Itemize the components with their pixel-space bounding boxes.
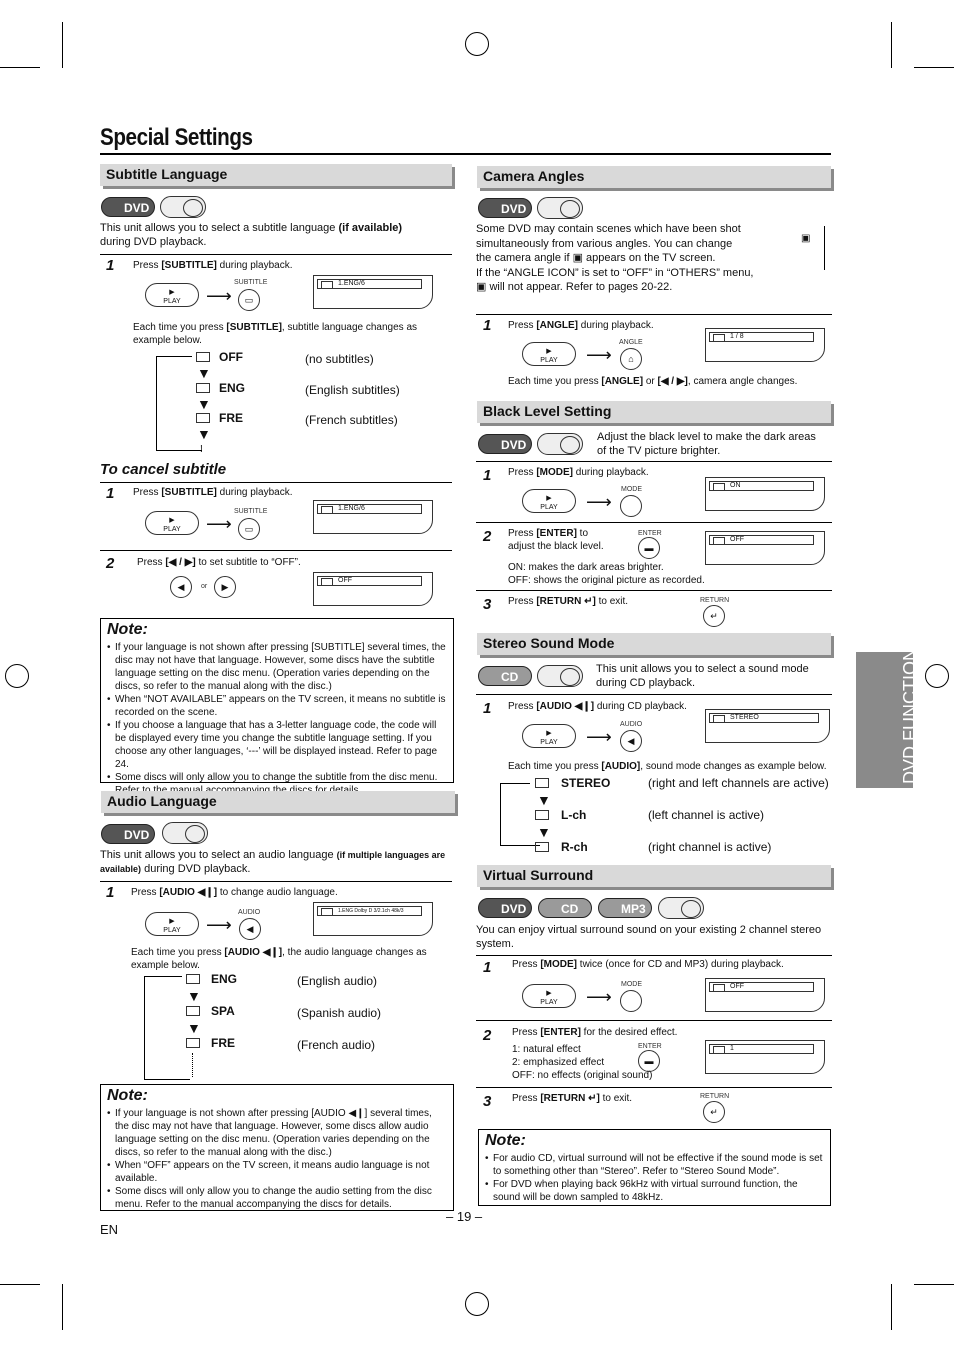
dvd-disc-icon bbox=[658, 897, 704, 919]
audio-icon bbox=[186, 974, 200, 984]
mode-button-label: MODE bbox=[621, 486, 642, 493]
arrow-right-icon: ⟶ bbox=[206, 514, 232, 534]
title-rule bbox=[100, 153, 831, 155]
enter-button-label: ENTER bbox=[638, 530, 662, 537]
audio-button-label: AUDIO bbox=[620, 721, 643, 728]
screen-bar: 1 bbox=[709, 1044, 814, 1054]
option-name: L-ch bbox=[561, 808, 587, 822]
crop-mark bbox=[891, 1284, 892, 1330]
tv-screen bbox=[313, 500, 433, 534]
screen-bar: 1.ENG Dolby D 3/2.1ch 48k/3 bbox=[317, 906, 422, 916]
divider bbox=[476, 590, 832, 591]
cd-badge: CD bbox=[538, 898, 592, 918]
crop-mark bbox=[62, 1284, 63, 1330]
note-item: • If you choose a language that has a 3-letter language code, the code will be displayed every time you change the subtitle language setting. If you choose any other languages, ‘---’ will be displayed instead. Refer to page 24. bbox=[107, 719, 447, 771]
camera-intro-line: simultaneously from various angles. You can change bbox=[476, 238, 733, 250]
option-desc: (right and left channels are active) bbox=[648, 776, 829, 790]
left-button[interactable]: ◀ bbox=[170, 576, 192, 598]
option-desc: (English subtitles) bbox=[305, 383, 400, 397]
dvd-disc-icon bbox=[537, 665, 583, 687]
cycle-line bbox=[500, 783, 530, 784]
divider bbox=[476, 461, 832, 462]
cancel-step2: Press [◀ / ▶] to set subtitle to “OFF”. bbox=[137, 557, 301, 568]
divider bbox=[476, 314, 832, 315]
side-tab-label: DVD FUNCTIONS bbox=[900, 636, 920, 784]
registration-mark bbox=[465, 1292, 489, 1316]
enter-button-label: ENTER bbox=[638, 1043, 662, 1050]
virtual-note bbox=[478, 1129, 831, 1206]
screen-bar: 1.ENG/6 bbox=[317, 504, 422, 514]
return-button-label: RETURN bbox=[700, 597, 730, 604]
arrow-right-icon: ⟶ bbox=[586, 987, 612, 1007]
cycle-line bbox=[144, 976, 182, 977]
cycle-line bbox=[144, 1079, 190, 1080]
screen-bar: OFF bbox=[709, 535, 814, 545]
mode-button-label: MODE bbox=[621, 981, 642, 988]
dvd-disc-icon bbox=[162, 822, 208, 844]
audio-icon bbox=[535, 778, 549, 788]
virtual-effect: 1: natural effect bbox=[512, 1044, 581, 1055]
angle-button-label: ANGLE bbox=[619, 339, 643, 346]
audio-note bbox=[100, 1084, 454, 1211]
camera-intro-line: Some DVD may contain scenes which have been shot bbox=[476, 223, 741, 235]
crop-mark bbox=[0, 67, 40, 68]
subtitle-button-label: SUBTITLE bbox=[234, 508, 268, 515]
dvd-badge: DVD bbox=[101, 197, 155, 217]
black-step2: Press [ENTER] to adjust the black level. bbox=[508, 528, 604, 552]
right-button[interactable]: ▶ bbox=[214, 576, 236, 598]
screen-bar: STEREO bbox=[709, 713, 819, 723]
step-number: 2 bbox=[106, 555, 115, 572]
audio-icon bbox=[535, 810, 549, 820]
virtual-step1: Press [MODE] twice (once for CD and MP3) during playback. bbox=[512, 959, 784, 970]
divider bbox=[100, 254, 452, 255]
stereo-heading: Stereo Sound Mode bbox=[477, 633, 831, 655]
option-desc: (English audio) bbox=[297, 974, 378, 988]
play-button[interactable]: ▶ PLAY bbox=[145, 283, 199, 307]
language-code: EN bbox=[100, 1222, 119, 1237]
step-number: 2 bbox=[483, 1027, 492, 1044]
screen-bar: ON bbox=[709, 481, 814, 491]
audio-step1: Press [AUDIO ◀❙] to change audio language. bbox=[131, 887, 338, 898]
arrow-right-icon: ⟶ bbox=[586, 345, 612, 365]
audio-icon bbox=[535, 842, 549, 852]
screen-bar: OFF bbox=[317, 576, 422, 586]
divider bbox=[476, 694, 832, 695]
cancel-subtitle-title: To cancel subtitle bbox=[100, 461, 227, 478]
angle-button[interactable]: ⌂ bbox=[620, 348, 642, 370]
audio-button[interactable]: ◀ bbox=[239, 918, 261, 940]
stereo-step1: Press [AUDIO ◀❙] during CD playback. bbox=[508, 701, 687, 712]
cycle-line bbox=[156, 356, 157, 450]
option-name: FRE bbox=[211, 1036, 235, 1050]
subtitle-intro: This unit allows you to select a subtitle language (if available) during DVD playback. bbox=[100, 222, 403, 248]
virtual-heading: Virtual Surround bbox=[477, 865, 831, 887]
screen-bar: 1.ENG/6 bbox=[317, 279, 422, 289]
camera-icon: ▣ bbox=[801, 233, 811, 244]
step-number: 1 bbox=[106, 884, 115, 901]
continue-mark: ! bbox=[200, 444, 203, 455]
virtual-effect: 2: emphasized effect bbox=[512, 1057, 605, 1068]
subtitle-button[interactable]: ▭ bbox=[238, 518, 260, 540]
audio-intro: This unit allows you to select an audio language (if multiple languages are available) during DVD playback. bbox=[100, 849, 446, 875]
step-number: 2 bbox=[483, 528, 492, 545]
play-button[interactable]: ▶ PLAY bbox=[522, 342, 576, 366]
dvd-disc-icon bbox=[160, 196, 206, 218]
note-title: Note: bbox=[107, 621, 148, 638]
play-button[interactable]: ▶ PLAY bbox=[522, 724, 576, 748]
tv-screen bbox=[705, 328, 825, 362]
option-name: FRE bbox=[219, 411, 243, 425]
option-desc: (French audio) bbox=[297, 1038, 376, 1052]
black-step3: Press [RETURN ↵] to exit. bbox=[508, 596, 629, 607]
note-item: • For audio CD, virtual surround will not be effective if the sound mode is set to something other than “Stereo”. Refer to “Stereo Sound Mode”. bbox=[485, 1152, 824, 1178]
audio-button-label: AUDIO bbox=[238, 909, 261, 916]
cycle-line bbox=[500, 783, 501, 845]
subtitle-button-label: SUBTITLE bbox=[234, 279, 268, 286]
note-item: • For DVD when playing back 96kHz with virtual surround function, the sound will be down sampled to 48kHz. bbox=[485, 1178, 824, 1204]
tv-screen bbox=[705, 978, 825, 1012]
camera-heading: Camera Angles bbox=[477, 166, 831, 188]
registration-mark bbox=[925, 664, 949, 688]
page-title: Special Settings bbox=[100, 124, 253, 151]
arrow-down-icon: ▼ bbox=[197, 426, 211, 442]
divider bbox=[100, 482, 452, 483]
mp3-badge: MP3 bbox=[598, 898, 652, 918]
tv-screen bbox=[313, 902, 433, 936]
divider bbox=[100, 881, 452, 882]
note-title: Note: bbox=[107, 1087, 148, 1104]
stereo-intro: This unit allows you to select a sound mode during CD playback. bbox=[596, 663, 809, 689]
subtitle-note bbox=[100, 618, 454, 783]
cycle-line bbox=[144, 976, 145, 1079]
option-name: ENG bbox=[211, 972, 238, 986]
audio-icon bbox=[186, 1038, 200, 1048]
tv-screen bbox=[705, 1040, 825, 1074]
arrow-right-icon: ⟶ bbox=[586, 492, 612, 512]
divider bbox=[476, 955, 832, 956]
dvd-disc-icon bbox=[537, 197, 583, 219]
divider bbox=[100, 550, 452, 551]
return-button-label: RETURN bbox=[700, 1093, 730, 1100]
subtitle-each: Each time you press [SUBTITLE], subtitle language changes as example below. bbox=[133, 322, 418, 346]
play-icon: ▶ bbox=[169, 918, 175, 925]
note-item: • When “NOT AVAILABLE” appears on the TV screen, it means no subtitle is recorded on the scene. bbox=[107, 693, 447, 719]
option-name: R-ch bbox=[561, 840, 588, 854]
subtitle-button[interactable]: ▭ bbox=[238, 289, 260, 311]
play-icon: ▶ bbox=[546, 495, 552, 502]
black-off-desc: OFF: shows the original picture as recorded. bbox=[508, 575, 705, 586]
arrow-down-icon: ▼ bbox=[187, 1020, 201, 1036]
black-step1: Press [MODE] during playback. bbox=[508, 467, 649, 478]
registration-mark bbox=[465, 32, 489, 56]
note-title: Note: bbox=[485, 1132, 526, 1149]
or-label: or bbox=[201, 583, 208, 590]
play-icon: ▶ bbox=[546, 348, 552, 355]
option-name: ENG bbox=[219, 381, 246, 395]
crop-mark bbox=[891, 22, 892, 68]
tv-screen bbox=[313, 275, 433, 309]
step-number: 1 bbox=[106, 485, 115, 502]
registration-mark bbox=[5, 664, 29, 688]
option-name: SPA bbox=[211, 1004, 235, 1018]
play-icon: ▶ bbox=[169, 289, 175, 296]
step-number: 3 bbox=[483, 1093, 492, 1110]
crop-mark bbox=[914, 67, 954, 68]
option-desc: (left channel is active) bbox=[648, 808, 765, 822]
crop-mark bbox=[0, 1284, 40, 1285]
tv-screen bbox=[313, 572, 433, 606]
continue-dots bbox=[192, 1053, 193, 1077]
return-button[interactable]: ↵ bbox=[703, 1101, 725, 1123]
play-button[interactable]: ▶ PLAY bbox=[522, 489, 576, 513]
screen-bar: 1 / 8 bbox=[709, 332, 814, 342]
subtitle-icon bbox=[196, 413, 210, 423]
audio-icon bbox=[186, 1006, 200, 1016]
divider bbox=[476, 522, 832, 523]
tv-screen bbox=[705, 709, 830, 743]
subtitle-heading: Subtitle Language bbox=[100, 164, 452, 186]
option-desc: (right channel is active) bbox=[648, 840, 772, 854]
arrow-down-icon: ▼ bbox=[537, 824, 551, 840]
arrow-down-icon: ▼ bbox=[197, 365, 211, 381]
play-button[interactable]: ▶ PLAY bbox=[522, 984, 576, 1008]
subtitle-icon bbox=[196, 352, 210, 362]
cd-badge: CD bbox=[478, 666, 532, 686]
option-name: OFF bbox=[219, 350, 243, 364]
stereo-each: Each time you press [AUDIO], sound mode changes as example below. bbox=[508, 761, 827, 772]
camera-step1: Press [ANGLE] during playback. bbox=[508, 320, 654, 331]
subtitle-icon bbox=[196, 383, 210, 393]
enter-button[interactable]: ▬ bbox=[638, 537, 660, 559]
cycle-line bbox=[156, 356, 192, 357]
virtual-step3: Press [RETURN ↵] to exit. bbox=[512, 1093, 633, 1104]
tv-corner-line bbox=[824, 226, 825, 270]
step-number: 3 bbox=[483, 596, 492, 613]
dvd-badge: DVD bbox=[478, 898, 532, 918]
note-item: • When “OFF” appears on the TV screen, it means audio language is not available. bbox=[107, 1159, 447, 1185]
note-item: • Some discs will only allow you to change the subtitle from the disc menu. bbox=[107, 771, 447, 797]
divider bbox=[476, 1020, 832, 1021]
option-desc: (Spanish audio) bbox=[297, 1006, 382, 1020]
screen-bar: OFF bbox=[709, 982, 814, 992]
enter-button[interactable]: ▬ bbox=[638, 1050, 660, 1072]
play-button[interactable]: ▶ PLAY bbox=[145, 912, 199, 936]
cycle-line bbox=[500, 845, 540, 846]
step-number: 1 bbox=[483, 467, 492, 484]
dvd-badge: DVD bbox=[478, 434, 532, 454]
arrow-down-icon: ▼ bbox=[537, 792, 551, 808]
option-name: STEREO bbox=[561, 776, 611, 790]
step-number: 1 bbox=[106, 257, 115, 274]
camera-intro-line: ▣ will not appear. Refer to pages 20-22. bbox=[476, 281, 673, 293]
note-item: • Some discs will only allow you to change the audio setting from the disc menu. Refer to the manual accompanying the discs for details. bbox=[107, 1185, 447, 1211]
black-on-desc: ON: makes the dark areas brighter. bbox=[508, 562, 664, 573]
audio-heading: Audio Language bbox=[101, 791, 455, 813]
audio-button[interactable]: ◀ bbox=[620, 730, 642, 752]
mode-button[interactable] bbox=[620, 990, 642, 1012]
arrow-right-icon: ⟶ bbox=[206, 286, 232, 306]
dvd-badge: DVD bbox=[478, 198, 532, 218]
camera-intro-line: the camera angle if ▣ appears on the TV screen. bbox=[476, 252, 716, 264]
audio-each: Each time you press [AUDIO ◀❙], the audio language changes as example below. bbox=[131, 947, 427, 971]
cycle-line bbox=[156, 450, 202, 451]
crop-mark bbox=[62, 22, 63, 68]
camera-each: Each time you press [ANGLE] or [◀ / ▶], camera angle changes. bbox=[508, 376, 798, 387]
dvd-badge: DVD bbox=[101, 824, 155, 844]
note-item: • If your language is not shown after pressing [SUBTITLE] several times, the disc may not have that language. However, some discs have the subtitle language setting on the disc menu. (Operation varies depending on the discs, so refer to the manual along with the disc.) bbox=[107, 641, 447, 693]
arrow-right-icon: ⟶ bbox=[586, 727, 612, 747]
black-level-heading: Black Level Setting bbox=[477, 401, 831, 423]
arrow-down-icon: ▼ bbox=[187, 988, 201, 1004]
play-icon: ▶ bbox=[546, 990, 552, 997]
cancel-step1: Press [SUBTITLE] during playback. bbox=[133, 487, 293, 498]
step-number: 1 bbox=[483, 700, 492, 717]
divider bbox=[476, 1087, 832, 1088]
side-tab bbox=[856, 636, 920, 788]
crop-mark bbox=[914, 1284, 954, 1285]
black-intro: Adjust the black level to make the dark areas of the TV picture brighter. bbox=[597, 431, 816, 457]
camera-intro-line: If the “ANGLE ICON” is set to “OFF” in “OTHERS” menu, bbox=[476, 267, 754, 279]
play-icon: ▶ bbox=[546, 730, 552, 737]
page-number: – 19 – bbox=[446, 1209, 483, 1224]
dvd-disc-icon bbox=[537, 433, 583, 455]
step-number: 1 bbox=[483, 317, 492, 334]
arrow-right-icon: ⟶ bbox=[206, 915, 232, 935]
note-item: • If your language is not shown after pressing [AUDIO ◀❙] several times, the disc may not have that language. However, some discs allow audio language setting on the disc menu. (Operation varies depending on the discs, so refer to the manual along with the disc.) bbox=[107, 1107, 447, 1159]
option-desc: (French subtitles) bbox=[305, 413, 398, 427]
virtual-intro: You can enjoy virtual surround sound on your existing 2 channel stereo system. bbox=[476, 924, 822, 950]
subtitle-step1: Press [SUBTITLE] during playback. bbox=[133, 260, 293, 271]
virtual-effect: OFF: no effects (original sound) bbox=[512, 1070, 653, 1081]
option-desc: (no subtitles) bbox=[305, 352, 374, 366]
return-button[interactable]: ↵ bbox=[703, 605, 725, 627]
tv-screen bbox=[705, 531, 825, 565]
tv-screen bbox=[705, 477, 825, 511]
play-icon: ▶ bbox=[169, 517, 175, 524]
step-number: 1 bbox=[483, 959, 492, 976]
arrow-down-icon: ▼ bbox=[197, 396, 211, 412]
play-button[interactable]: ▶ PLAY bbox=[145, 511, 199, 535]
mode-button[interactable] bbox=[620, 495, 642, 517]
virtual-step2: Press [ENTER] for the desired effect. bbox=[512, 1027, 678, 1038]
